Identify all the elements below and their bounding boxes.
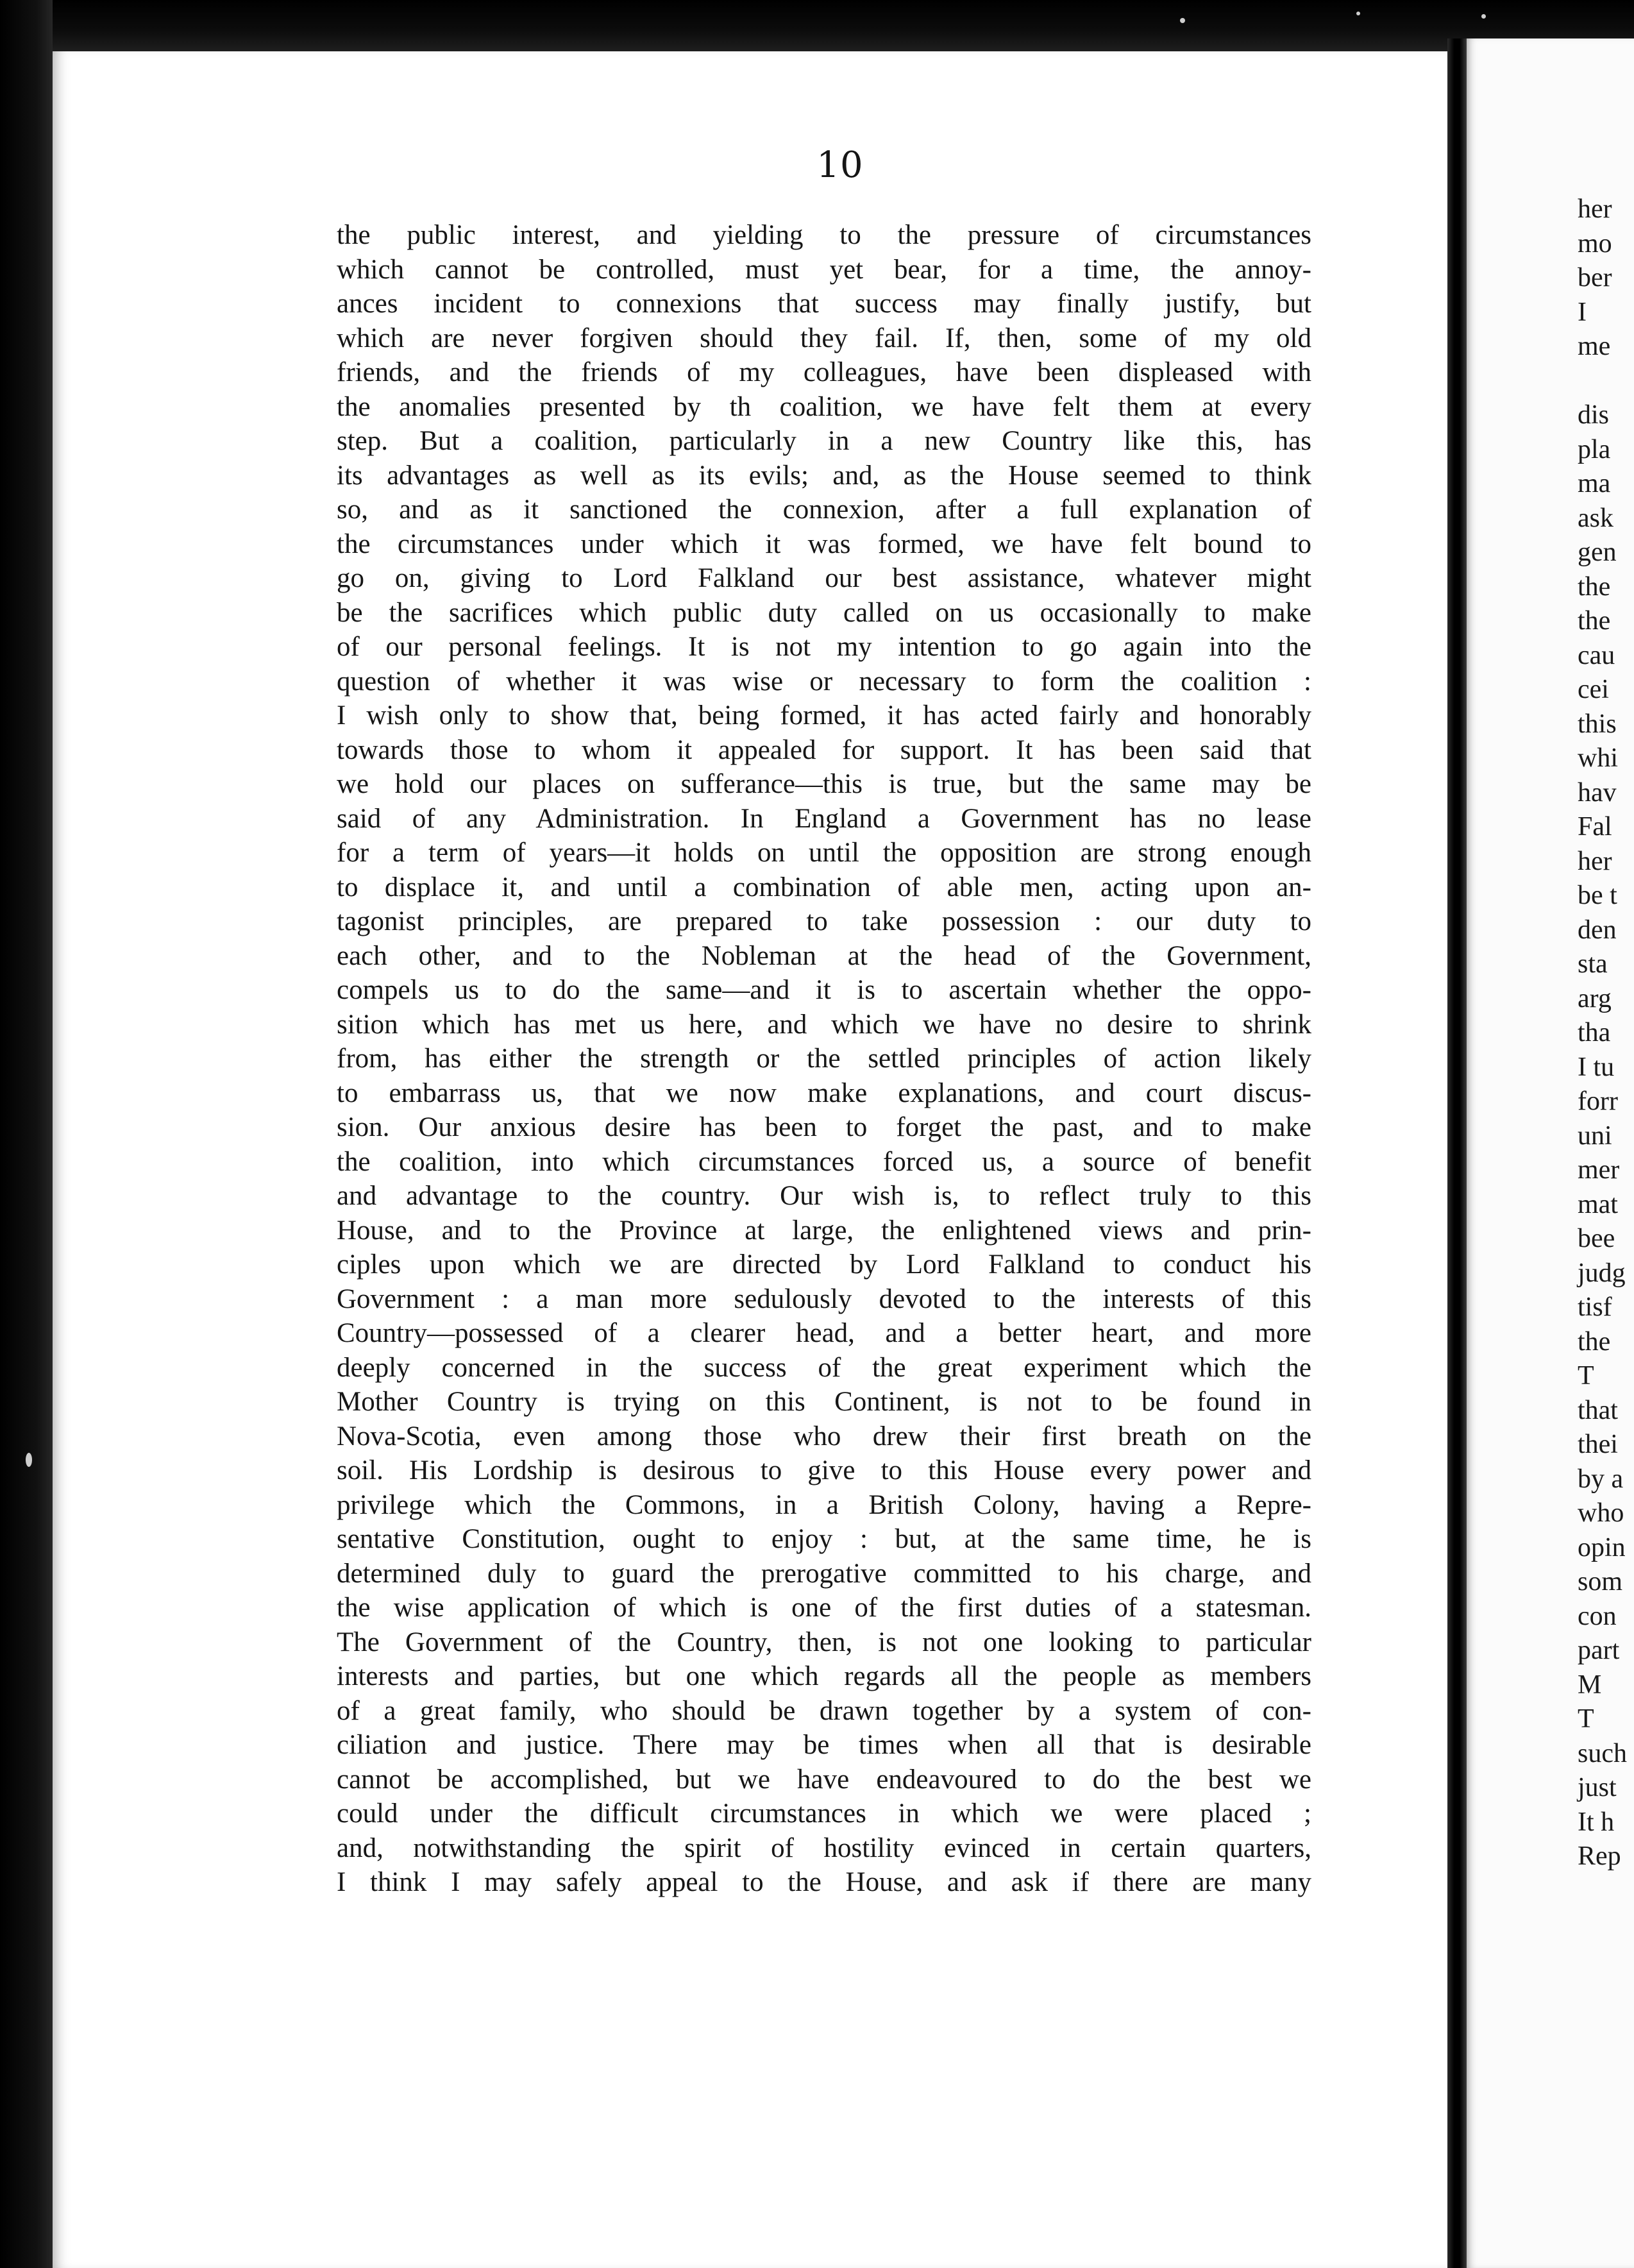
text-line: its advantages as well as its evils; and, as the House seemed to think: [337, 460, 1311, 491]
scan-border-left: [0, 0, 53, 2268]
text-line: towards those to whom it appealed for support. It has been said that: [337, 734, 1311, 765]
text-line: ciliation and justice. There may be times when all that is desirable: [337, 1730, 1311, 1760]
text-line: go on, giving to Lord Falkland our best assistance, whatever might: [337, 563, 1311, 593]
facing-page-text: [1578, 192, 1627, 1874]
text-line: ciples upon which we are directed by Lord Falkland to conduct his: [337, 1249, 1311, 1280]
facing-page-fragment: mat: [1578, 1189, 1618, 1219]
facing-page-fragment: I: [1578, 297, 1587, 327]
facing-page-fragment: dis: [1578, 400, 1610, 430]
facing-page-fragment: opin: [1578, 1532, 1626, 1562]
text-line: be the sacrifices which public duty called on us occasionally to make: [337, 597, 1311, 628]
text-line: which cannot be controlled, must yet bear, for a time, the annoy-: [337, 254, 1311, 285]
facing-page-fragment: T: [1578, 1361, 1594, 1391]
facing-page-fragment: thei: [1578, 1430, 1618, 1459]
text-line: interests and parties, but one which regards all the people as members: [337, 1661, 1311, 1691]
text-line: soil. His Lordship is desirous to give to this House every power and: [337, 1455, 1311, 1485]
text-line: the circumstances under which it was formed, we have felt bound to: [337, 529, 1311, 559]
body-text: [337, 218, 1311, 1900]
text-line: sentative Constitution, ought to enjoy : but, at the same time, he is: [337, 1524, 1311, 1554]
text-line: from, has either the strength or the settled principles of action likely: [337, 1044, 1311, 1074]
facing-page-fragment: uni: [1578, 1121, 1612, 1151]
text-line: tagonist principles, are prepared to take possession : our duty to: [337, 906, 1311, 936]
facing-page-fragment: whi: [1578, 743, 1618, 773]
text-line: sition which has met us here, and which we have no desire to shrink: [337, 1009, 1311, 1040]
text-line: to embarrass us, that we now make explanations, and court discus-: [337, 1078, 1311, 1108]
dust-speck: [1180, 18, 1185, 23]
facing-page-fragment: tha: [1578, 1018, 1611, 1047]
text-line: so, and as it sanctioned the connexion, after a full explanation of: [337, 495, 1311, 525]
text-line: the public interest, and yielding to the pressure of circumstances: [337, 220, 1311, 250]
text-line: Mother Country is trying on this Continent, is not to be found in: [337, 1387, 1311, 1417]
facing-page-fragment: cei: [1578, 675, 1609, 704]
text-line: to displace it, and until a combination of able men, acting upon an-: [337, 872, 1311, 902]
facing-page-fragment: me: [1578, 332, 1611, 361]
facing-page-fragment: forr: [1578, 1087, 1618, 1116]
facing-page-fragment: arg: [1578, 983, 1612, 1013]
text-line: Nova-Scotia, even among those who drew their first breath on the: [337, 1421, 1311, 1451]
facing-page-fragment: den: [1578, 915, 1617, 945]
facing-page-fragment: hav: [1578, 777, 1617, 808]
facing-page-fragment: just: [1578, 1773, 1617, 1802]
text-line: The Government of the Country, then, is not one looking to particular: [337, 1627, 1311, 1657]
facing-page-fragment: cau: [1578, 640, 1615, 670]
page-number: 10: [816, 144, 864, 186]
facing-page-fragment: be t: [1578, 881, 1617, 910]
text-line: friends, and the friends of my colleagues, have been displeased with: [337, 357, 1311, 387]
facing-page-fragment: such: [1578, 1738, 1627, 1768]
facing-page-fragment: her: [1578, 846, 1612, 876]
text-line: ances incident to connexions that success may finally justify, but: [337, 289, 1311, 319]
page-gutter: [1447, 38, 1467, 2268]
facing-page-fragment: her: [1578, 194, 1612, 224]
facing-page-fragment: I tu: [1578, 1052, 1615, 1082]
text-line: of a great family, who should be drawn together by a system of con-: [337, 1695, 1311, 1726]
facing-page-fragment: ask: [1578, 503, 1613, 533]
facing-page-fragment: the: [1578, 606, 1611, 636]
facing-page-fragment: sta: [1578, 949, 1608, 979]
text-line: of our personal feelings. It is not my intention to go again into the: [337, 632, 1311, 662]
facing-page-fragment: T: [1578, 1704, 1594, 1734]
text-line: said of any Administration. In England a Government has no lease: [337, 803, 1311, 834]
text-line: cannot be accomplished, but we have endeavoured to do the best we: [337, 1764, 1311, 1795]
facing-page-fragment: bee: [1578, 1224, 1615, 1253]
text-line: the wise application of which is one of the first duties of a statesman.: [337, 1593, 1311, 1623]
text-line: and advantage to the country. Our wish is, to reflect truly to this: [337, 1181, 1311, 1211]
text-line: we hold our places on sufferance—this is true, but the same may be: [337, 769, 1311, 799]
facing-page-fragment: Fal: [1578, 812, 1612, 842]
text-line: Country—possessed of a clearer head, and a better heart, and more: [337, 1318, 1311, 1348]
facing-page-fragment: M: [1578, 1670, 1602, 1700]
facing-page-fragment: mo: [1578, 228, 1612, 258]
facing-page-fragment: this: [1578, 709, 1617, 739]
facing-page-fragment: mer: [1578, 1155, 1620, 1185]
facing-page-fragment: [1578, 364, 1627, 399]
text-line: the anomalies presented by th coalition, we have felt them at every: [337, 391, 1311, 422]
dust-speck: [1481, 14, 1486, 19]
text-line: question of whether it was wise or necessary to form the coalition :: [337, 666, 1311, 697]
facing-page-fragment: the: [1578, 1326, 1611, 1357]
scan-border-top: [0, 0, 1634, 51]
text-line: Government : a man more sedulously devoted to the interests of this: [337, 1283, 1311, 1314]
facing-page-fragment: by a: [1578, 1464, 1624, 1494]
facing-page-fragment: con: [1578, 1601, 1617, 1631]
text-line: could under the difficult circumstances in which we were placed ;: [337, 1798, 1311, 1829]
facing-page-fragment: judg: [1578, 1258, 1626, 1288]
facing-page-fragment: part: [1578, 1636, 1620, 1665]
facing-page-fragment: who: [1578, 1498, 1624, 1528]
facing-page-fragment: ma: [1578, 469, 1611, 498]
facing-page-fragment: tisf: [1578, 1292, 1612, 1322]
dust-speck: [26, 1453, 32, 1467]
text-line: I wish only to show that, being formed, it has acted fairly and honorably: [337, 700, 1311, 731]
text-line: compels us to do the same—and it is to ascertain whether the oppo-: [337, 975, 1311, 1005]
facing-page-fragment: pla: [1578, 434, 1611, 464]
text-line: I think I may safely appeal to the House, and ask if there are many: [337, 1867, 1311, 1897]
text-line: each other, and to the Nobleman at the head of the Government,: [337, 940, 1311, 971]
facing-page-fragment: that: [1578, 1395, 1618, 1425]
text-line: and, notwithstanding the spirit of hostility evinced in certain quarters,: [337, 1832, 1311, 1863]
facing-page-fragment: Rep: [1578, 1841, 1621, 1871]
text-line: which are never forgiven should they fail. If, then, some of my old: [337, 323, 1311, 353]
text-line: the coalition, into which circumstances forced us, a source of benefit: [337, 1146, 1311, 1177]
facing-page-fragment: It h: [1578, 1807, 1615, 1837]
dust-speck: [1356, 12, 1360, 15]
text-line: privilege which the Commons, in a British Colony, having a Repre-: [337, 1489, 1311, 1520]
text-line: sion. Our anxious desire has been to forget the past, and to make: [337, 1112, 1311, 1142]
facing-page-fragment: som: [1578, 1567, 1623, 1596]
facing-page-fragment: gen: [1578, 537, 1617, 567]
text-line: deeply concerned in the success of the great experiment which the: [337, 1352, 1311, 1383]
facing-page-fragment: ber: [1578, 263, 1612, 292]
facing-page-fragment: the: [1578, 571, 1611, 602]
text-line: for a term of years—it holds on until the opposition are strong enough: [337, 838, 1311, 868]
text-line: step. But a coalition, particularly in a new Country like this, has: [337, 426, 1311, 456]
text-line: determined duly to guard the prerogative committed to his charge, and: [337, 1558, 1311, 1589]
text-line: House, and to the Province at large, the enlightened views and prin-: [337, 1215, 1311, 1246]
